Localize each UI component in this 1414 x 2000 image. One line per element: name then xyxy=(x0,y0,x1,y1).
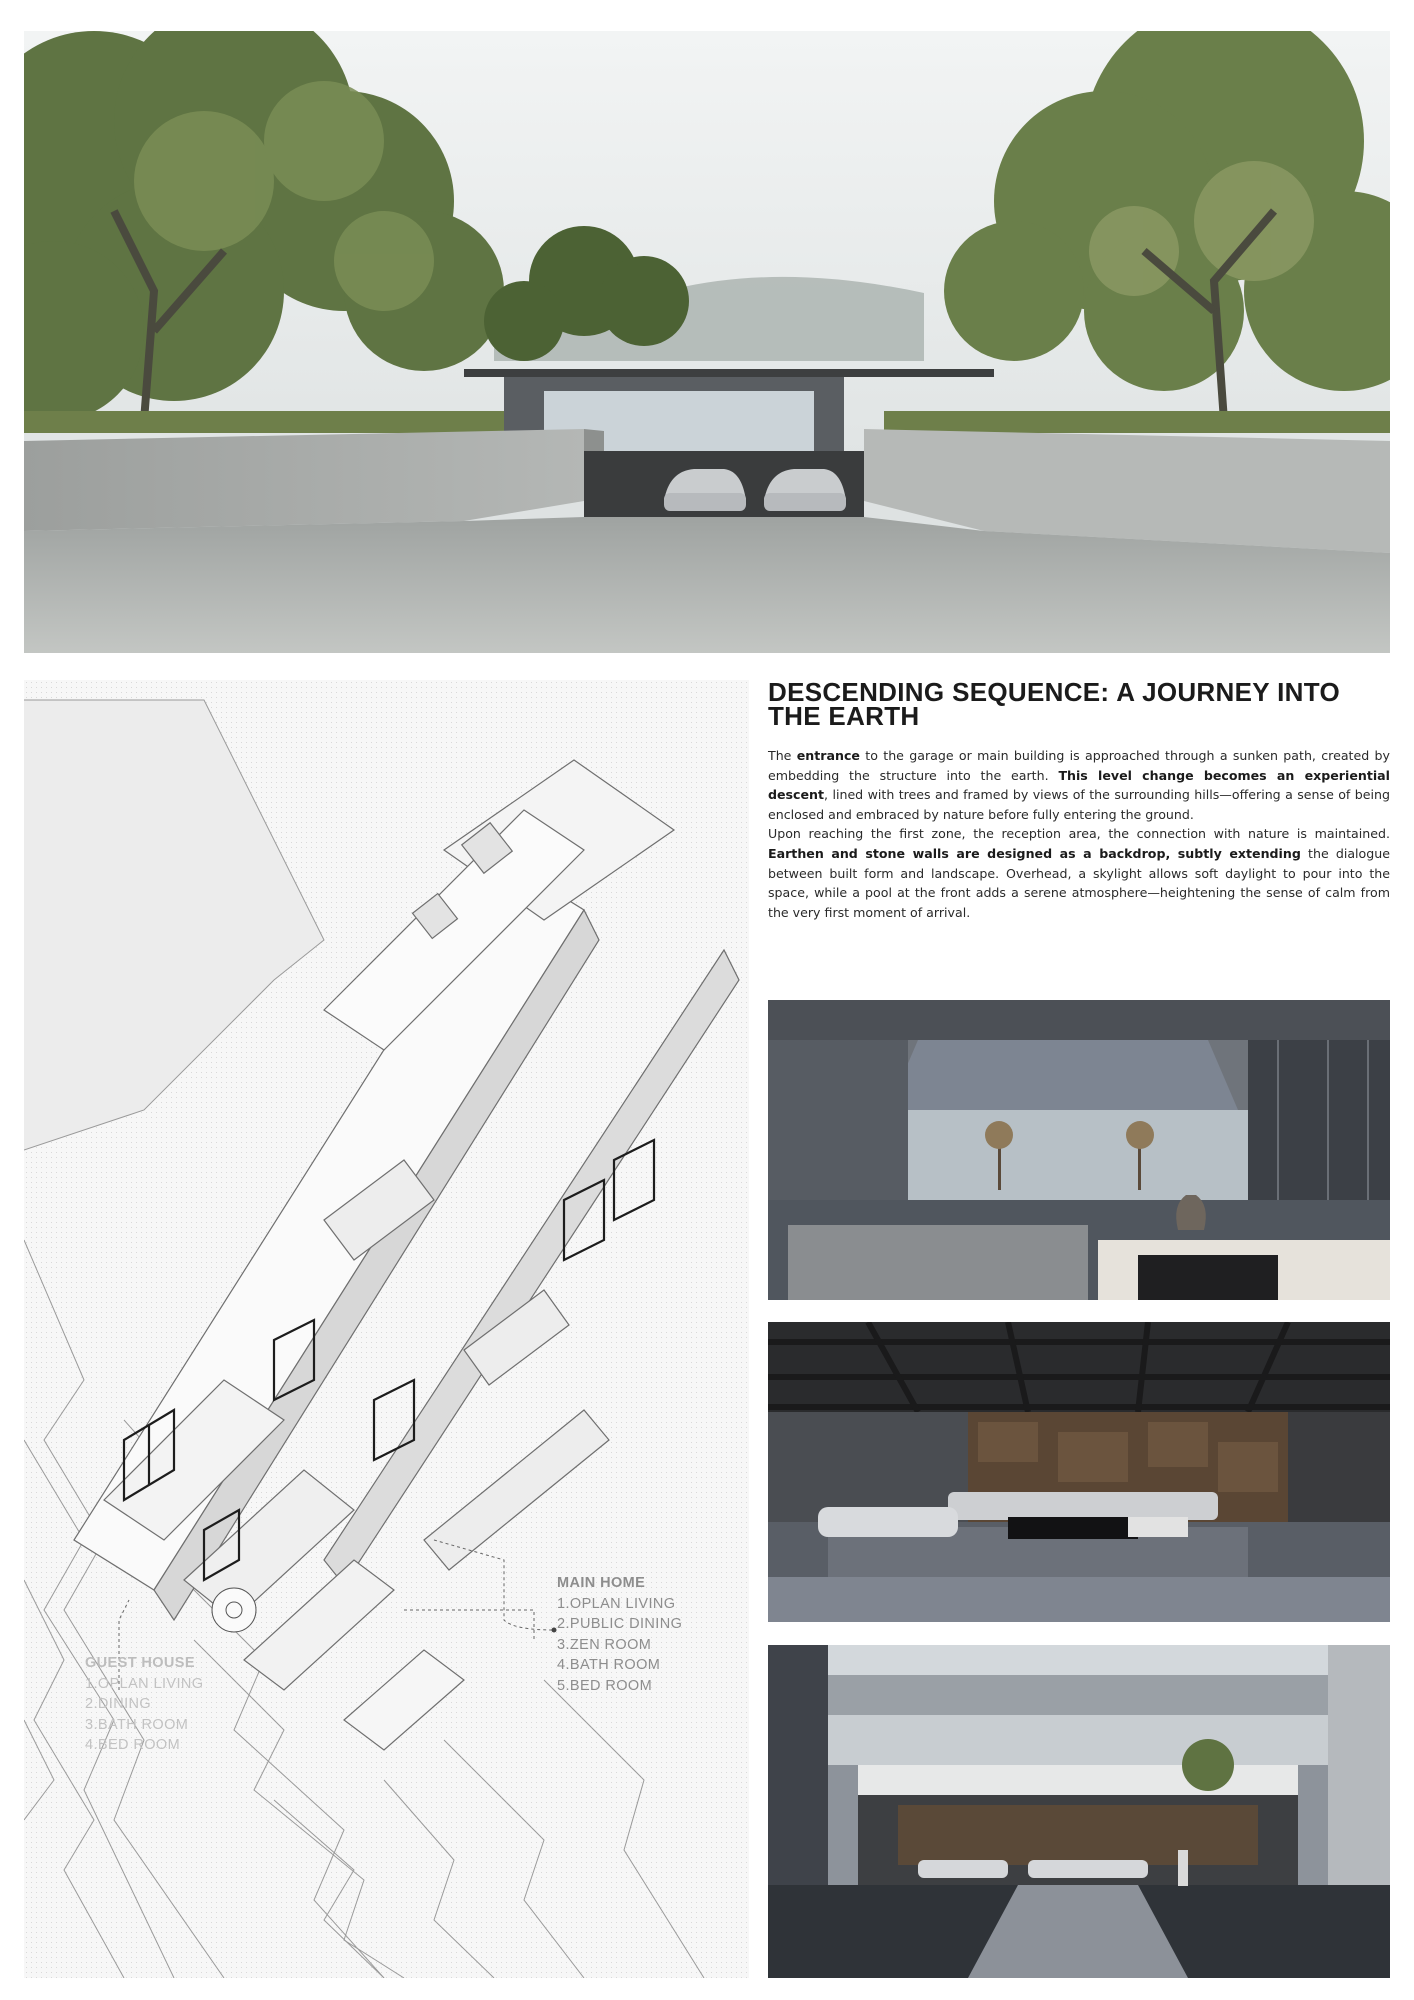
courtyard-render xyxy=(768,1645,1390,1978)
reception-render xyxy=(768,1000,1390,1300)
paragraph-run-bold: Earthen and stone walls are designed as a backdrop, subtly extending xyxy=(768,845,1301,861)
article-paragraph-1 xyxy=(768,746,1390,824)
lounge-render-image xyxy=(768,1322,1390,1622)
guest-house-legend xyxy=(85,1653,203,1756)
axonometric-drawing-image xyxy=(24,680,749,1978)
paragraph-run-bold: entrance xyxy=(796,748,860,763)
paragraph-run: to the garage or main building is approached through a sunken path, created by embedding the structure into the earth. xyxy=(768,748,1390,783)
main-home-legend xyxy=(557,1573,682,1696)
courtyard-render-image xyxy=(768,1645,1390,1978)
main-home-item: 3.ZEN ROOM xyxy=(557,1636,652,1653)
paragraph-run-bold: This level change becomes an experiential descent xyxy=(768,767,1390,803)
paragraph-run: The xyxy=(768,748,797,763)
main-home-item: 5.BED ROOM xyxy=(557,1677,653,1694)
guest-house-title: GUEST HOUSE xyxy=(85,1655,195,1671)
guest-house-item: 1.OPLAN LIVING xyxy=(85,1675,204,1692)
main-home-item: 4.BATH ROOM xyxy=(557,1657,661,1673)
main-home-title: MAIN HOME xyxy=(557,1575,646,1591)
reception-render-image xyxy=(768,1000,1390,1300)
hero-render xyxy=(24,31,1390,653)
paragraph-run: Upon reaching the first zone, the reception area, the connection with nature is maintained. xyxy=(768,826,1390,842)
page-title: DESCENDING SEQUENCE: A JOURNEY INTO THE EARTH xyxy=(768,677,1340,731)
main-home-item: 1.OPLAN LIVING xyxy=(557,1595,676,1612)
axonometric-drawing xyxy=(24,680,749,1978)
guest-house-item: 3.BATH ROOM xyxy=(85,1716,189,1733)
article-paragraph-2 xyxy=(768,824,1390,922)
main-home-item: 2.PUBLIC DINING xyxy=(557,1616,683,1632)
paragraph-run: , lined with trees and framed by views of the surrounding hills—offering a sense of being enclosed and embraced by nature before fully entering the ground. xyxy=(768,787,1390,822)
lounge-render xyxy=(768,1322,1390,1622)
guest-house-item: 4.BED ROOM xyxy=(85,1737,181,1753)
hero-render-image xyxy=(24,31,1390,653)
paragraph-run: the dialogue between built form and landscape. Overhead, a skylight allows soft daylight to pour into the space, while a pool at the front adds a serene atmosphere—heightening the sense of calm from the very first moment of arrival. xyxy=(768,845,1390,920)
guest-house-item: 2.DINING xyxy=(85,1696,152,1712)
article-body xyxy=(768,746,1390,922)
